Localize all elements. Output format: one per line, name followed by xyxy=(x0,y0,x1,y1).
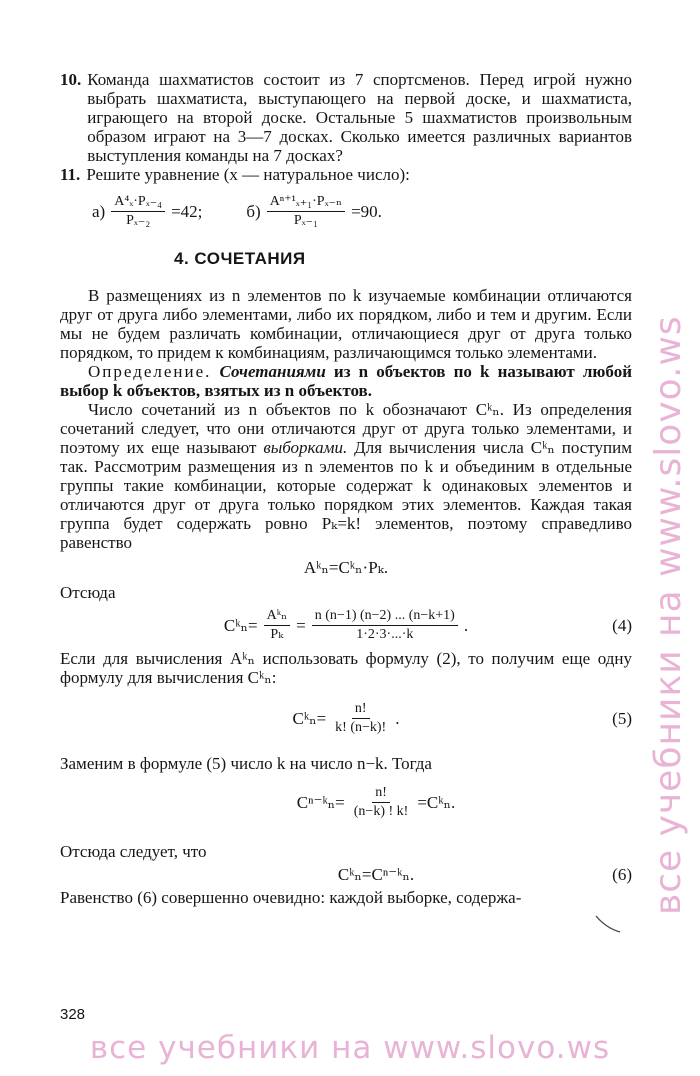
problem-11-number: 11. xyxy=(60,165,81,184)
equation-6-text: Cᵏₙ=Cⁿ⁻ᵏₙ. xyxy=(337,865,415,884)
definition xyxy=(60,362,632,400)
paragraph-combinations-term: выборками. xyxy=(263,438,348,457)
paragraph-formula-2: Если для вычисления Aᵏₙ использовать формулу (2), то получим еще одну формулу для вычисления Cᵏₙ: xyxy=(60,649,632,687)
equation-a xyxy=(92,194,202,229)
problem-10 xyxy=(60,70,632,165)
equation-6-tag: (6) xyxy=(612,865,632,884)
equation-6 xyxy=(60,865,632,884)
equation-4 xyxy=(60,608,632,643)
equation-4-lhs: Cᵏₙ= xyxy=(223,616,258,635)
equation-symmetry-numerator: n! xyxy=(372,785,390,803)
equation-symmetry-rhs: =Cᵏₙ. xyxy=(417,793,456,812)
equation-symmetry-lhs: Cⁿ⁻ᵏₙ= xyxy=(296,793,345,812)
problem-11-equations xyxy=(92,194,632,229)
equation-a-denominator: Pₓ₋₂ xyxy=(126,213,151,228)
equation-5-denominator: k! (n−k)! xyxy=(335,720,387,735)
equals-sign: = xyxy=(296,616,306,635)
problem-11-text: Решите уравнение (x — натуральное число): xyxy=(86,165,410,184)
equation-b-rhs: =90. xyxy=(351,202,382,221)
equation-a-rhs: =42; xyxy=(171,202,203,221)
equation-symmetry-denominator: (n−k) ! k! xyxy=(353,804,409,819)
paragraph-substitution: Заменим в формуле (5) число k на число n−k. Тогда xyxy=(60,754,432,773)
equation-4-fraction-1 xyxy=(264,608,291,643)
equation-5-lhs: Cᵏₙ= xyxy=(292,709,327,728)
equation-b-denominator: Pₓ₋₁ xyxy=(293,213,318,228)
equation-a-numerator: A⁴ₓ·Pₓ₋₄ xyxy=(111,194,165,212)
page-number: 328 xyxy=(60,1006,86,1023)
paragraph-combinations-part2: Для вычисления числа Cᵏₙ поступим так. Рассмотрим размещения из n элементов по k и объединим в отдельные группы такие комбинации, которые содержат k одинаковых элементов и отличаются друг от друга только порядком этих элементов. Каждая такая группа будет содержать ровно Pₖ=k! элементов, поэтому справедливо равенство xyxy=(60,438,633,552)
equation-b-label: б) xyxy=(246,202,261,221)
equation-a-label: а) xyxy=(92,202,106,221)
paragraph-combinations xyxy=(60,400,632,552)
equation-a-fraction xyxy=(111,194,165,229)
equation-b-fraction xyxy=(267,194,345,229)
equation-5-end: . xyxy=(395,709,400,728)
equation-symmetry xyxy=(60,785,632,820)
definition-text: из n объектов по k называют любой выбор k объектов, взятых из n объектов. xyxy=(60,362,632,400)
pen-stroke-mark xyxy=(594,912,624,936)
equation-ack-text: Aᵏₙ=Cᵏₙ·Pₖ. xyxy=(303,558,389,577)
equation-symmetry-fraction xyxy=(351,785,412,820)
equation-4-tag: (4) xyxy=(612,616,632,635)
equation-5-fraction xyxy=(332,701,389,736)
section-heading: 4. СОЧЕТАНИЯ xyxy=(174,249,306,268)
equation-4-f2-numerator: n (n−1) (n−2) ... (n−k+1) xyxy=(312,608,458,626)
equation-4-f2-denominator: 1·2·3·...·k xyxy=(356,627,414,642)
equation-4-f1-numerator: Aᵏₙ xyxy=(264,608,291,626)
equation-4-fraction-2 xyxy=(312,608,458,643)
watermark-bottom: все учебники на www.slovo.ws xyxy=(89,1030,611,1066)
otsyuda-1: Отсюда xyxy=(60,583,116,602)
equation-5-tag: (5) xyxy=(612,709,632,728)
problem-10-text: Команда шахматистов состоит из 7 спортсменов. Перед игрой нужно выбрать шахматиста, выступающего на первой доске, и шахматиста, играющего на второй доске. Остальные 5 шахматистов произвольным образом играют на 3—7 досках. Сколько имеется различных вариантов выступления команды на 7 досках? xyxy=(87,70,632,165)
definition-label: Определение. xyxy=(88,362,212,381)
definition-term: Сочетаниями xyxy=(219,362,326,381)
equation-ack xyxy=(60,558,632,577)
equation-5-numerator: n! xyxy=(352,701,370,719)
problem-10-number: 10. xyxy=(60,70,82,89)
equation-b-numerator: Aⁿ⁺¹ₓ₊₁·Pₓ₋ₙ xyxy=(267,194,345,212)
paragraph-final: Равенство (6) совершенно очевидно: каждой выборке, содержа- xyxy=(60,888,522,907)
otsyuda-2: Отсюда следует, что xyxy=(60,842,207,861)
watermark-side: все учебники на www.slovo.ws xyxy=(648,315,689,915)
paragraph-combinations-part1: Число сочетаний из n объектов по k обозначают Cᵏₙ. Из определения сочетаний следует, что они отличаются друг от друга только элементами, и поэтому их еще называют xyxy=(60,400,632,457)
equation-b xyxy=(246,194,382,229)
equation-4-end: . xyxy=(463,616,469,635)
page-text xyxy=(60,70,632,907)
problem-11 xyxy=(60,165,632,184)
paragraph-intro: В размещениях из n элементов по k изучаемые комбинации отличаются друг от друга либо элементами, либо их порядком, либо и тем и другим. Если мы не будем различать комбинации, отличающиеся друг от друга только порядком, то придем к комбинациям, различающимся только элементами. xyxy=(60,286,632,362)
equation-5 xyxy=(60,701,632,736)
equation-4-f1-denominator: Pₖ xyxy=(270,627,284,642)
